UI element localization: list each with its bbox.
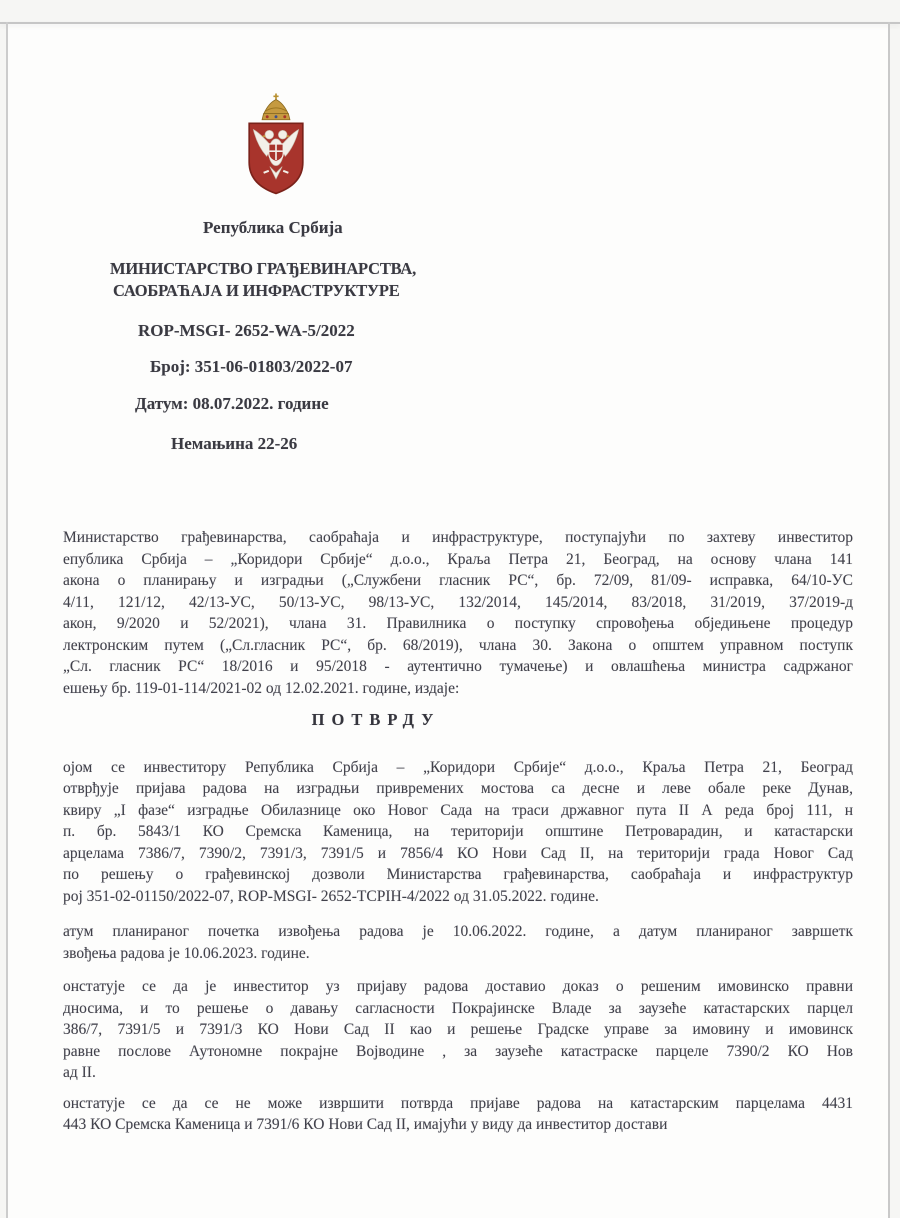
text-line: онстатује се да се не може извршити потврда пријаве радова на катастарским парцелама 4431	[63, 1094, 853, 1112]
paragraph-note	[63, 1093, 853, 1136]
text-line: онстатује се да је инвеститор уз пријаву радова доставио доказ о решеним имовинско правни	[63, 978, 853, 995]
text-line: акона о планирању и изградњи („Службени гласник РС“, бр. 72/09, 81/09- исправка, 64/10-УС	[63, 572, 853, 589]
text-line: 386/7, 7391/5 и 7391/3 КО Нови Сад II као и решење Градске управе за имовину и имовинск	[63, 1021, 853, 1038]
text-line: звођења радова је 10.06.2023. године.	[63, 944, 310, 962]
document-date: Датум: 08.07.2022. године	[135, 394, 329, 413]
page-edge-right	[888, 22, 890, 1218]
rop-case-number: ROP-MSGI- 2652-WA-5/2022	[138, 321, 355, 340]
text-line: квиру „I фазе“ изградње Обилазнице око Новог Сада на траси државног пута II А реда број 111, н	[63, 801, 853, 819]
paragraph-intro	[63, 527, 853, 699]
text-line: 4/11, 121/12, 42/13-УС, 50/13-УС, 98/13-УС, 132/2014, 145/2014, 83/2018, 31/2019, 37/2019-д	[63, 593, 853, 611]
text-line: ешењу бр. 119-01-114/2021-02 од 12.02.2021. године, издаје:	[63, 679, 460, 697]
text-line: арцелама 7386/7, 7390/2, 7391/3, 7391/5 и 7856/4 КО Нови Сад II, на територији града Новог Сад	[63, 844, 853, 862]
text-line: лектронским путем („Сл.гласник РС“, бр. 68/2019), члана 30. Закона о општем управном поступк	[63, 636, 853, 654]
document-number: Број: 351-06-01803/2022-07	[150, 357, 353, 376]
text-line: отврђује пријава радова на изградњи привремених мостова са десне и леве обале реке Дунав,	[63, 780, 853, 797]
text-line: акон, 9/2020 и 52/2021), члана 31. Правилника о поступку спровођења обједињене процедур	[63, 615, 853, 632]
text-line: рој 351-02-01150/2022-07, ROP-MSGI- 2652-ТСРIН-4/2022 од 31.05.2022. године.	[63, 887, 599, 905]
text-line: п. бр. 5843/1 КО Сремска Каменица, на територији општине Петроварадин, и катастарски	[63, 823, 853, 840]
ministry-address: Немањина 22-26	[171, 434, 298, 453]
document-body	[63, 527, 853, 1136]
text-line: равне послове Аутономне покрајне Војводине , за заузеће катастраске парцеле 7390/2 КО Нов	[63, 1042, 853, 1060]
paragraph-evidence	[63, 976, 853, 1084]
ministry-name-line1: МИНИСТАРСТВО ГРАЂЕВИНАРСТВА,	[110, 259, 417, 278]
text-line: епублика Србија – „Коридори Србије“ д.о.о., Краља Петра 21, Београд, на основу члана 141	[63, 550, 853, 568]
text-line: дносима, и то решење о давању сагласности Покрајинске Владе за заузеће катастарских парцел	[63, 999, 853, 1017]
ministry-name-line2: САОБРАЋАЈА И ИНФРАСТРУКТУРЕ	[113, 281, 400, 300]
text-line: ојом се инвеститору Република Србија – „Коридори Србије“ д.о.о., Краља Петра 21, Београд	[63, 758, 853, 776]
page-edge-left	[6, 22, 8, 1218]
paragraph-confirmation	[63, 757, 853, 908]
paragraph-dates	[63, 921, 853, 964]
page-edge-top	[0, 22, 900, 24]
text-line: „Сл. гласник РС“ 18/2016 и 95/2018 - аутентично тумачење) и овлашћења министра садржаног	[63, 658, 853, 675]
document-title: ПОТВРДУ	[311, 710, 441, 729]
text-line: 443 КО Сремска Каменица и 7391/6 КО Нови Сад II, имајући у виду да инвеститор достави	[63, 1116, 668, 1133]
serbia-coat-of-arms-icon	[243, 92, 309, 198]
text-line: атум планираног почетка извођења радова је 10.06.2022. године, а датум планираног завршетк	[63, 923, 853, 940]
text-line: ад II.	[63, 1064, 96, 1081]
country-title: Република Србија	[203, 218, 343, 237]
text-line: по решењу о грађевинској дозволи Министарства грађевинарства, саобраћаја и инфраструктур	[63, 866, 853, 883]
text-line: Министарство грађевинарства, саобраћаја и инфраструктуре, поступајући по захтеву инвеститор	[63, 529, 853, 546]
